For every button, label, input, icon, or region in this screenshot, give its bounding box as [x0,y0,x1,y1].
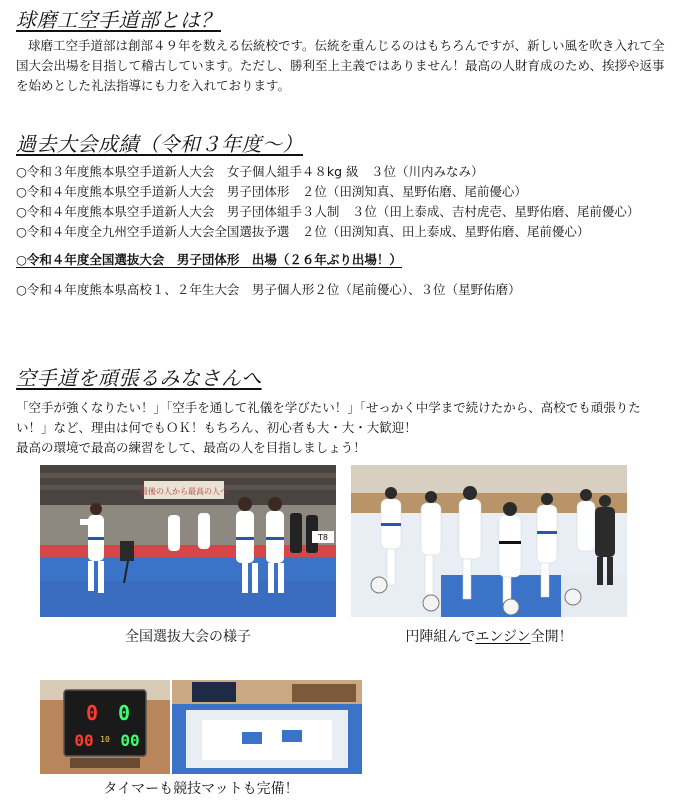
caption-national-tournament: 全国選抜大会の様子 [125,629,251,645]
timer-mid: 10 [100,735,110,744]
timer-right-small: 00 [120,731,140,750]
caption-huddle-pre: 円陣組んで [405,629,476,645]
timer-right-big: 0 [117,701,131,725]
caption-huddle-post: 全開！ [530,629,573,645]
timer-left-big: 0 [85,701,99,725]
photo-national-tournament [40,465,336,617]
section-title-about: 球磨工空手道部とは？ [16,8,221,32]
message-block [16,398,670,458]
photo-competition-mat [172,680,362,774]
message-line-2: 最高の環境で最高の練習をして、最高の人を目指しましょう！ [16,440,366,455]
caption-equipment: タイマーも競技マットも完備！ [103,781,299,797]
caption-huddle-underlined: エンジン [475,629,531,645]
mat-label: T8 [318,533,328,542]
record-item: ○令和４年度熊本県空手道新人大会 男子団体形 ２位（田渕知真、星野佑磨、尾前優心） [16,184,527,199]
record-item: ○令和４年度全九州空手道新人大会全国選抜予選 ２位（田渕知真、田上泰成、星野佑磨、尾前優心） [16,224,590,239]
record-item: ○令和４年度熊本県空手道新人大会 男子団体組手３人制 ３位（田上泰成、吉村虎壱、星野佑磨、尾前優心） [16,204,640,219]
records-list [16,162,670,300]
record-item: ○令和３年度熊本県空手道新人大会 女子個人組手４８kg 級 ３位（川内みなみ） [16,164,484,179]
message-line-1: 「空手が強くなりたい！」「空手を通して礼儀を学びたい！」「せっかく中学まで続けたから、高校でも頑張りたい！」など、理由は何でもＯＫ！もちろん、初心者も大・大・大歓迎！ [16,400,641,435]
caption-team-huddle [351,626,627,646]
banner-text: 最後の人から最高の人へ [140,487,228,496]
about-paragraph: 球磨工空手道部は創部４９年を数える伝統校です。伝統を重んじるのはもちろんですが、新しい風を吹き入れて全国大会出場を目指して稽古しています。ただし、勝利至上主義ではありません！最高の人財育成のため、挨拶や返事を始めとした礼法指導にも力を入れております。 [16,38,665,93]
record-item: ○令和４年度熊本県高校１、２年生大会 男子個人形２位（尾前優心）、３位（星野佑磨） [16,282,521,297]
photo-team-huddle [351,465,627,617]
photo-timer [40,680,170,774]
record-highlight: ○令和４年度全国選抜大会 男子団体形 出場（２６年ぶり出場！） [16,252,402,267]
timer-left-small: 00 [74,731,94,750]
section-title-records: 過去大会成績（令和３年度〜） [16,132,303,156]
section-title-message: 空手道を頑張るみなさんへ [16,366,262,390]
